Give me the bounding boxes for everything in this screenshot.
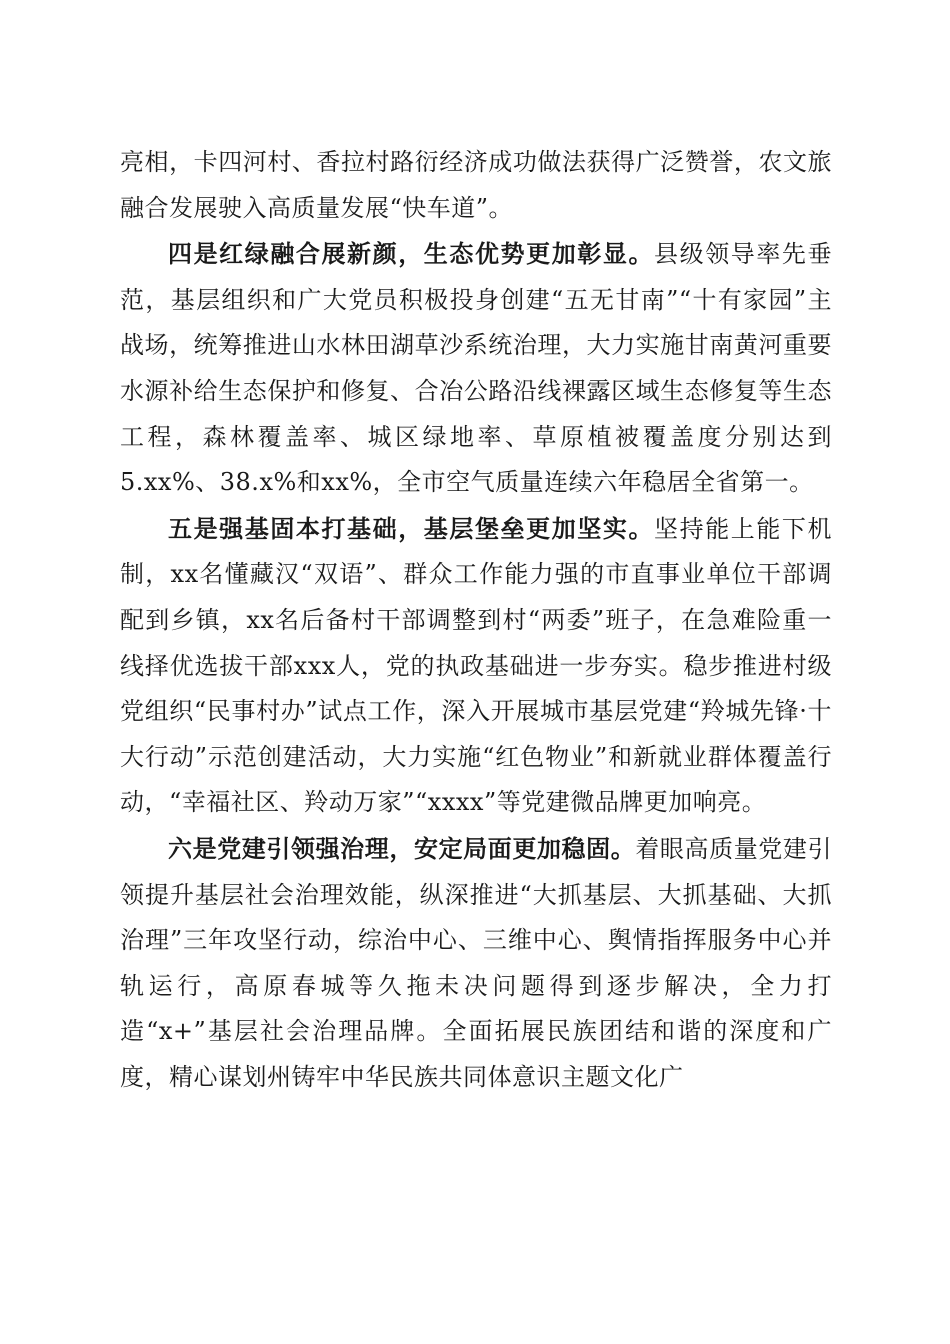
document-body xyxy=(120,140,832,1100)
paragraph-governance xyxy=(120,826,832,1101)
paragraph-grassroots xyxy=(120,506,832,826)
paragraph-body-text: 亮相，卡四河村、香拉村路衍经济成功做法获得广泛赞誉，农文旅融合发展驶入高质量发展“快车道”。 xyxy=(120,148,832,222)
paragraph-heading: 四是红绿融合展新颜，生态优势更加彰显。 xyxy=(168,239,655,269)
paragraph-heading: 五是强基固本打基础，基层堡垒更加坚实。 xyxy=(168,513,655,543)
paragraph-continuation xyxy=(120,140,832,231)
paragraph-heading: 六是党建引领强治理，安定局面更加稳固。 xyxy=(168,833,636,863)
paragraph-ecology xyxy=(120,231,832,506)
paragraph-body-text: 县级领导率先垂范，基层组织和广大党员积极投身创建“五无甘南”“十有家园”主战场，统筹推进山水林田湖草沙系统治理，大力实施甘南黄河重要水源补给生态保护和修复、合冶公路沿线裸露区域生态修复等生态工程，森林覆盖率、城区绿地率、草原植被覆盖度分别达到5.xx%、38.x%和xx%，全市空气质量连续六年稳居全省第一。 xyxy=(120,240,833,497)
paragraph-body-text: 着眼高质量党建引领提升基层社会治理效能，纵深推进“大抓基层、大抓基础、大抓治理”三年攻坚行动，综治中心、三维中心、舆情指挥服务中心并轨运行，高原春城等久拖未决问题得到逐步解决，全力打造“x+”基层社会治理品牌。全面拓展民族团结和谐的深度和广度，精心谋划州铸牢中华民族共同体意识主题文化广 xyxy=(120,834,833,1091)
paragraph-body-text: 坚持能上能下机制，xx名懂藏汉“双语”、群众工作能力强的市直事业单位干部调配到乡镇，xx名后备村干部调整到村“两委”班子，在急难险重一线择优选拔干部xxx人，党的执政基础进一步夯实。稳步推进村级党组织“民事村办”试点工作，深入开展城市基层党建“羚城先锋·十大行动”示范创建活动，大力实施“红色物业”和新就业群体覆盖行动，“幸福社区、羚动万家”“xxxx”等党建微品牌更加响亮。 xyxy=(120,514,833,817)
